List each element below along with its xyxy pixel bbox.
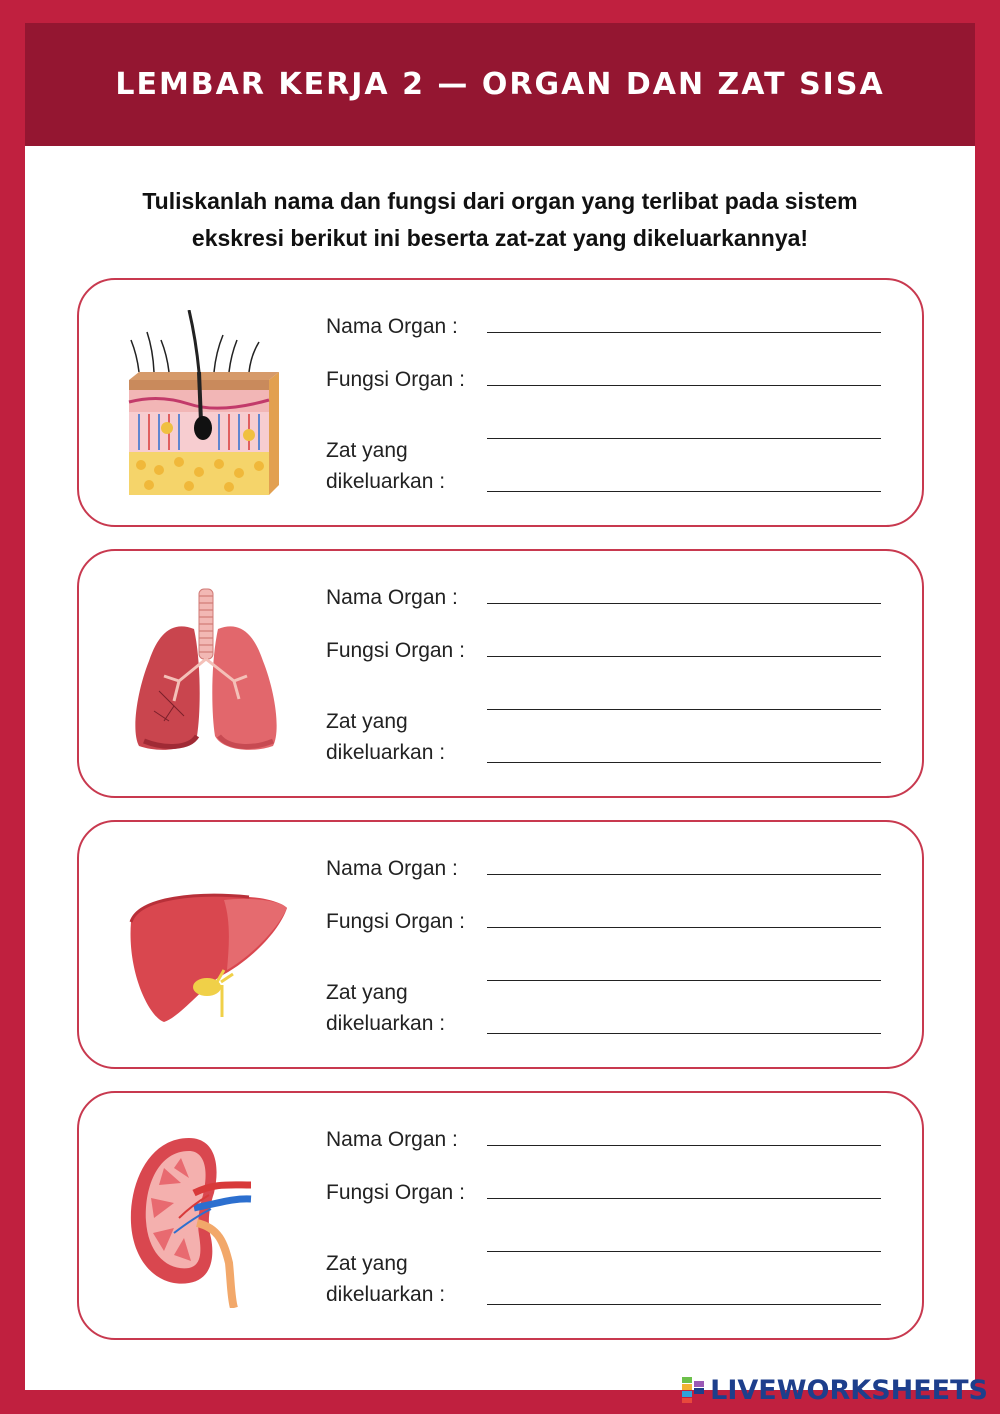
organ-name-answer-line[interactable] [487,603,881,604]
organ-card-skin [77,278,924,527]
organ-function-label: Fungsi Organ : [326,639,465,662]
instruction-line-2: ekskresi berikut ini beserta zat-zat yang dikeluarkannya! [191,225,809,251]
skin-icon [119,310,299,495]
header-bar [25,23,975,146]
waste-label-line-1: Zat yang [326,710,408,733]
liveworksheets-footer[interactable] [682,1374,988,1406]
organ-function-answer-line[interactable] [487,927,881,928]
page-title: LEMBAR KERJA 2 — ORGAN DAN ZAT SISA [115,67,885,102]
organ-name-answer-line[interactable] [487,1145,881,1146]
waste-answer-line-2[interactable] [487,491,881,492]
organ-name-answer-line[interactable] [487,874,881,875]
organ-card-lungs [77,549,924,798]
waste-answer-line-1[interactable] [487,709,881,710]
organ-function-answer-line[interactable] [487,656,881,657]
liveworksheets-logo-icon [682,1377,704,1403]
waste-answer-line-1[interactable] [487,980,881,981]
waste-label-line-1: Zat yang [326,1252,408,1275]
waste-label-line-1: Zat yang [326,981,408,1004]
organ-name-label: Nama Organ : [326,1128,458,1151]
waste-answer-line-2[interactable] [487,762,881,763]
waste-answer-line-2[interactable] [487,1033,881,1034]
kidney-icon [119,1123,299,1308]
worksheet-page [25,23,975,1390]
organ-name-label: Nama Organ : [326,586,458,609]
organ-card-kidney [77,1091,924,1340]
waste-label-line-2: dikeluarkan : [326,1012,446,1035]
waste-label-line-2: dikeluarkan : [326,1283,446,1306]
liver-icon [119,852,299,1037]
waste-label-line-2: dikeluarkan : [326,470,446,493]
organ-function-label: Fungsi Organ : [326,910,465,933]
waste-answer-line-1[interactable] [487,438,881,439]
waste-label-line-1: Zat yang [326,439,408,462]
waste-label-line-2: dikeluarkan : [326,741,446,764]
waste-answer-line-1[interactable] [487,1251,881,1252]
organ-function-answer-line[interactable] [487,1198,881,1199]
organ-name-answer-line[interactable] [487,332,881,333]
organ-function-label: Fungsi Organ : [326,1181,465,1204]
organ-function-label: Fungsi Organ : [326,368,465,391]
organ-function-answer-line[interactable] [487,385,881,386]
instruction-text [85,183,915,257]
organ-name-label: Nama Organ : [326,857,458,880]
organ-card-liver [77,820,924,1069]
waste-answer-line-2[interactable] [487,1304,881,1305]
liveworksheets-brand: LIVEWORKSHEETS [710,1374,988,1406]
lungs-icon [119,581,299,766]
instruction-line-1: Tuliskanlah nama dan fungsi dari organ yang terlibat pada sistem [142,188,858,214]
organ-name-label: Nama Organ : [326,315,458,338]
